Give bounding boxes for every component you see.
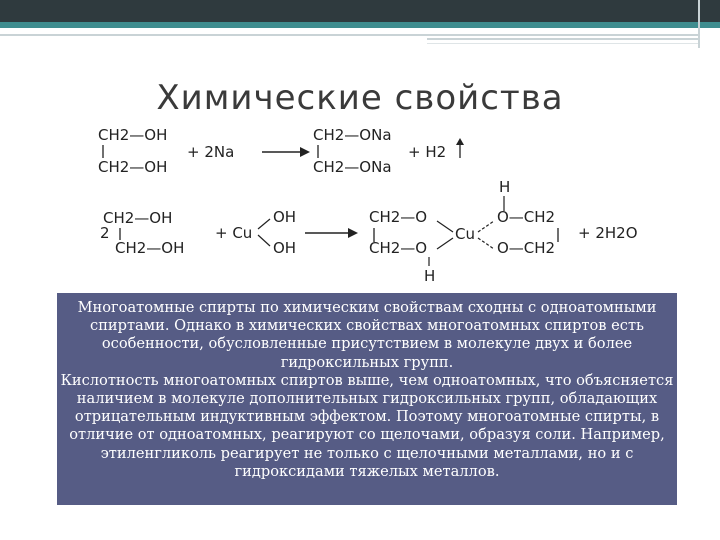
- r1-reactant-top: CH2—OH: [98, 126, 168, 144]
- reaction-1: [98, 126, 464, 176]
- r2-coefficient: 2: [100, 224, 110, 242]
- r2-cu-bond-left-bottom: [437, 238, 453, 249]
- r2-product-left-top: CH2—O: [369, 208, 428, 226]
- explanation-box: [57, 293, 677, 505]
- r2-reagent-metal: + Cu: [215, 224, 253, 242]
- r2-center-metal: Cu: [455, 225, 475, 243]
- r2-reagent-oh-top: OH: [273, 208, 297, 226]
- r1-product-top: CH2—ONa: [313, 126, 392, 144]
- r2-h-top: H: [499, 178, 511, 196]
- r2-cu-bond-right-bottom: [478, 238, 494, 249]
- r2-product-right-bottom: O—CH2: [497, 239, 556, 257]
- r2-reagent-oh-bottom: OH: [273, 239, 297, 257]
- r2-product-right-top: O—CH2: [497, 208, 556, 226]
- gas-arrow-icon: [456, 138, 464, 158]
- r1-byproduct: + H2: [408, 143, 447, 161]
- r2-reactant-top: CH2—OH: [103, 209, 173, 227]
- explanation-paragraph-1: Многоатомные спирты по химическим свойствам сходны с одноатомными спиртами. Однако в химических свойствах многоатомных спиртов есть особенности, обусловленные присутствием в молекуле двух и более гидроксильных групп.: [77, 299, 657, 371]
- r2-product-left-bottom: CH2—O: [369, 239, 428, 257]
- r1-reagent: + 2Na: [187, 143, 235, 161]
- r2-cu-bond-left-top: [437, 221, 453, 232]
- r2-h-bottom: H: [424, 267, 436, 285]
- r2-cu-bond-right-top: [478, 221, 494, 232]
- r1-product-bottom: CH2—ONa: [313, 158, 392, 176]
- r1-arrow: [262, 147, 310, 157]
- r2-reactant-bottom: CH2—OH: [115, 239, 185, 257]
- explanation-paragraph-2: Кислотность многоатомных спиртов выше, чем одноатомных, что объясняется наличием в молекуле дополнительных гидроксильных групп, обладающих отрицательным индуктивным эффектом. Поэтому многоатомные спирты, в отличие от одноатомных, реагируют со щелочами, образуя соли. Например, этиленгликоль реагирует не только с щелочными металлами, но и с гидроксидами тяжелых металлов.: [60, 371, 674, 480]
- r1-reactant-bottom: CH2—OH: [98, 158, 168, 176]
- r2-arrow: [305, 228, 358, 238]
- r2-reagent-bond-bottom: [258, 235, 270, 246]
- slide-title: Химические свойства: [156, 78, 564, 118]
- reaction-2: [100, 178, 638, 285]
- r2-reagent-bond-top: [258, 219, 270, 229]
- r2-byproduct: + 2H2O: [578, 224, 638, 242]
